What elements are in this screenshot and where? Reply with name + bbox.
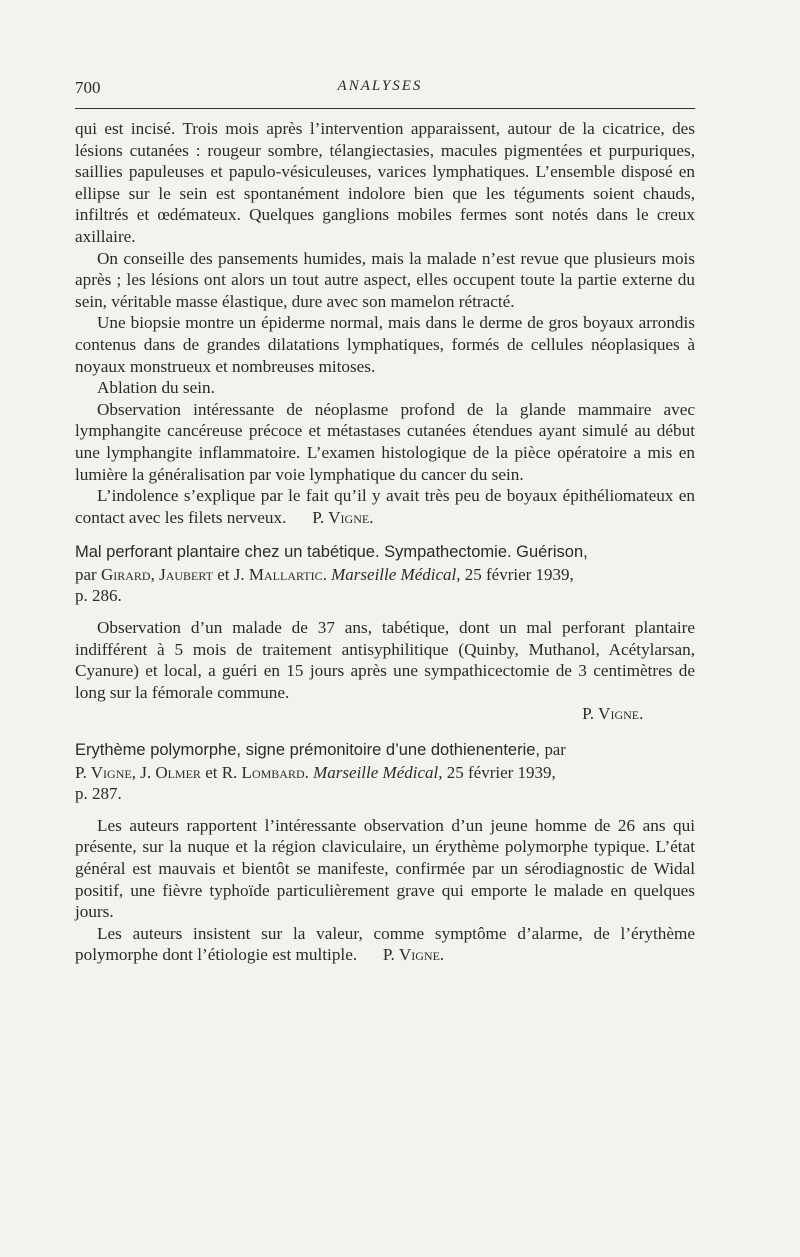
page-reference: p. 287.: [75, 784, 122, 804]
paragraph-with-signature: [75, 485, 695, 528]
signature: P. Vigne.: [382, 945, 445, 965]
byline-prefix: par: [75, 564, 97, 584]
page-body: [75, 118, 695, 966]
author: Jaubert: [159, 564, 213, 584]
page-reference: p. 286.: [75, 586, 122, 606]
article-byline: [75, 564, 695, 607]
paragraph: Les auteurs rapportent l’intéressante observation d’un jeune homme de 26 ans qui présente, sur la nuque et la région claviculaire, un érythème polymorphe typique. L’état général est mauvais et bientôt se manifeste, confirmée par un sérodiagnostic de Widal positif, une fièvre typhoïde particulièrement grave qui emporte le malade en quelques jours.: [75, 815, 695, 922]
paragraph: On conseille des pansements humides, mais la malade n’est revue que plusieurs mois après ; les lésions ont alors un tout autre aspect, elles occupent toute la partie externe du sein, véritable masse élastique, dure avec son mamelon rétracté.: [75, 248, 695, 311]
spacer: [75, 528, 695, 542]
signature: P. Vigne.: [582, 704, 644, 724]
spacer: [75, 725, 695, 739]
paragraph: qui est incisé. Trois mois après l’intervention apparaissent, autour de la cicatrice, des lésions cutanées : rougeur sombre, télangiectasies, macules pigmentées et purpuriques, saillies papuleuses et papulo-vésiculeuses, varices lymphatiques. L’ensemble disposé en ellipse sur le sein est spontanément indolore bien que les téguments soient chauds, infiltrés et œdémateux. Quelques ganglions mobiles fermes sont notés dans le creux axillaire.: [75, 119, 695, 246]
paragraph: Observation intéressante de néoplasme profond de la glande mammaire avec lymphangite cancéreuse précoce et métastases cutanées étendues ayant simulé au début une lymphangite inflammatoire. L’examen histologique de la pièce opératoire a mis en lumière la généralisation par voie lymphatique du cancer du sein.: [75, 399, 695, 484]
spacer: [75, 607, 695, 617]
spacer: [75, 805, 695, 815]
paragraph-text: Les auteurs insistent sur la valeur, comme symptôme d’alarme, de l’érythème polymorphe dont l’étiologie est multiple.: [75, 923, 695, 965]
paragraph: Ablation du sein.: [97, 378, 215, 398]
header-rule: [75, 108, 695, 109]
running-title: ANALYSES: [337, 78, 423, 94]
journal-name: Marseille Médical,: [331, 564, 461, 584]
article-title-text: Erythème polymorphe, signe prémonitoire d’une dothienenterie,: [75, 741, 541, 760]
author: Girard,: [100, 564, 155, 584]
article-title: [75, 739, 695, 762]
paragraph: Observation d’un malade de 37 ans, tabétique, dont un mal perforant plantaire indifférent à 5 mois de traitement antisyphilitique (Quinby, Muthanol, Acétylarsan, Cyanure) et local, a guéri en 15 jours après une sympathicectomie de 3 centimètres de long sur la fémorale commune.: [75, 618, 695, 702]
article-byline: [75, 762, 695, 805]
byline-et: et: [205, 762, 218, 782]
signature: P. Vigne.: [312, 507, 374, 527]
byline-et: et: [217, 564, 230, 584]
author: J. Mallartic.: [233, 564, 327, 584]
paragraph-with-signature: [75, 923, 695, 966]
paragraph: Une biopsie montre un épiderme normal, mais dans le derme de gros boyaux arrondis contenus dans de grandes dilatations lymphatiques, formés de cellules néoplasiques à noyaux monstrueux et nombreuses mitoses.: [75, 313, 695, 376]
author: R. Lombard.: [221, 762, 309, 782]
signature-line: [75, 703, 695, 725]
author: P. Vigne,: [75, 762, 136, 782]
page-header: [75, 76, 685, 104]
page-number: 700: [75, 78, 101, 97]
journal-name: Marseille Médical,: [313, 762, 443, 782]
paragraph-text: L’indolence s’explique par le fait qu’il y avait très peu de boyaux épithéliomateux en contact avec les filets nerveux.: [75, 486, 695, 527]
publication-date: 25 février 1939,: [446, 762, 556, 782]
title-suffix: par: [544, 740, 566, 760]
publication-date: 25 février 1939,: [464, 564, 574, 584]
article-title: Mal perforant plantaire chez un tabétique. Sympathectomie. Guérison,: [75, 543, 588, 562]
author: J. Olmer: [140, 762, 201, 782]
